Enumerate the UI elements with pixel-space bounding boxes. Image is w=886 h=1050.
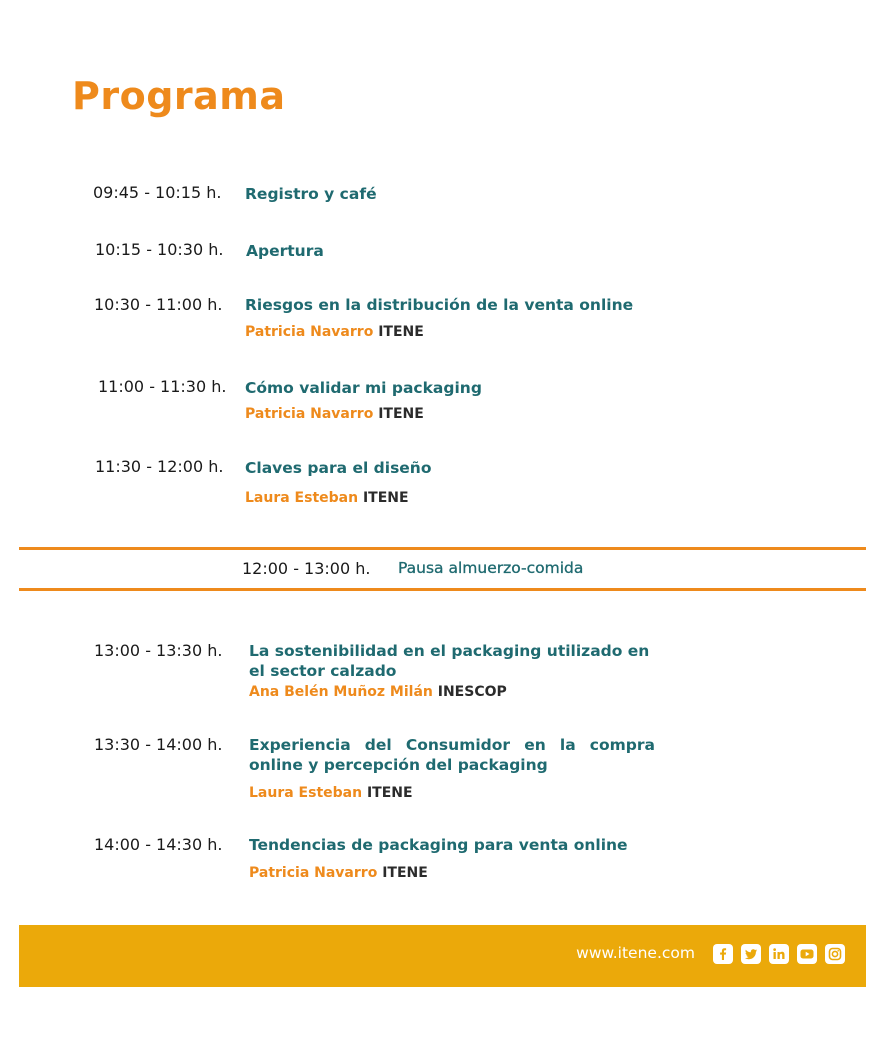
page-title: Programa	[72, 74, 286, 118]
session-time: 11:00 - 11:30 h.	[98, 377, 227, 396]
session-time: 13:30 - 14:00 h.	[94, 735, 223, 754]
speaker-organization: ITENE	[378, 406, 424, 422]
session-speaker	[249, 684, 507, 700]
session-time: 10:15 - 10:30 h.	[95, 240, 224, 259]
speaker-name: Patricia Navarro	[249, 865, 378, 881]
session-speaker	[249, 785, 413, 801]
social-links	[713, 944, 845, 964]
session-title: Riesgos en la distribución de la venta online	[245, 296, 634, 314]
session-speaker	[245, 490, 409, 506]
break-title: Pausa almuerzo-comida	[398, 559, 584, 577]
session-title: Apertura	[246, 242, 324, 260]
speaker-name: Laura Esteban	[249, 785, 363, 801]
divider-bottom	[19, 588, 866, 591]
session-time: 10:30 - 11:00 h.	[94, 295, 223, 314]
speaker-name: Ana Belén Muñoz Milán	[249, 684, 433, 700]
twitter-icon[interactable]	[741, 944, 761, 964]
session-title: Cómo validar mi packaging	[245, 379, 482, 397]
speaker-name: Patricia Navarro	[245, 406, 374, 422]
speaker-organization: ITENE	[378, 324, 424, 340]
speaker-organization: ITENE	[366, 785, 413, 801]
session-speaker	[245, 406, 424, 422]
session-title: Tendencias de packaging para venta online	[249, 836, 628, 854]
facebook-icon[interactable]	[713, 944, 733, 964]
instagram-icon[interactable]	[825, 944, 845, 964]
break-time: 12:00 - 13:00 h.	[242, 559, 371, 578]
session-title: Experiencia del Consumidor en la compra online y percepción del packaging	[249, 736, 655, 774]
speaker-organization: ITENE	[362, 490, 409, 506]
session-time: 13:00 - 13:30 h.	[94, 641, 223, 660]
session-speaker	[249, 865, 428, 881]
website-link[interactable]: www.itene.com	[576, 944, 695, 962]
linkedin-icon[interactable]	[769, 944, 789, 964]
speaker-organization: ITENE	[382, 865, 428, 881]
session-time: 14:00 - 14:30 h.	[94, 835, 223, 854]
session-title: Claves para el diseño	[245, 459, 432, 477]
speaker-organization: INESCOP	[437, 684, 507, 700]
speaker-name: Laura Esteban	[245, 490, 359, 506]
session-title: Registro y café	[245, 185, 377, 203]
session-time: 11:30 - 12:00 h.	[95, 457, 224, 476]
session-time: 09:45 - 10:15 h.	[93, 183, 222, 202]
footer-bar	[19, 925, 866, 987]
youtube-icon[interactable]	[797, 944, 817, 964]
session-speaker	[245, 324, 424, 340]
divider-top	[19, 547, 866, 550]
speaker-name: Patricia Navarro	[245, 324, 374, 340]
session-title: La sostenibilidad en el packaging utilizado en el sector calzado	[249, 642, 650, 680]
